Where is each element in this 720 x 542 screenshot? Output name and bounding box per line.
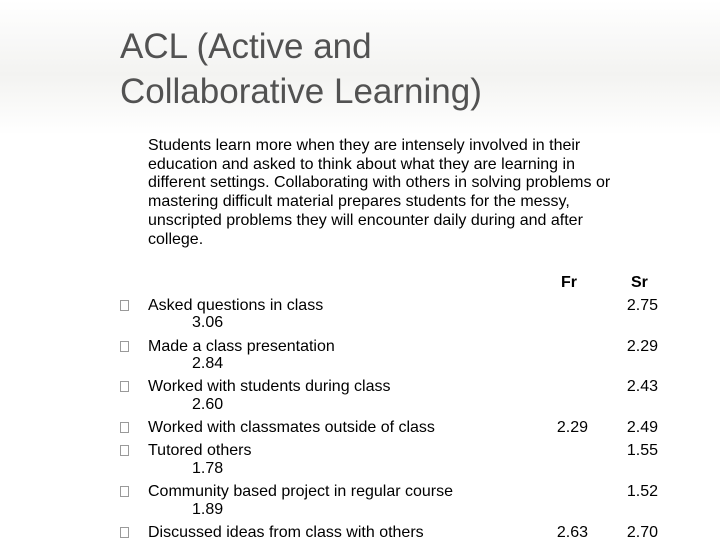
bullet-glyph — [120, 445, 129, 456]
item-extra-value: 3.06 — [192, 314, 224, 331]
bullet-glyph — [120, 381, 129, 392]
item-sr-value: 1.52 — [626, 483, 658, 500]
item-label: Worked with classmates outside of class — [148, 419, 435, 436]
intro-paragraph — [148, 137, 708, 249]
item-extra-value: 2.60 — [192, 396, 224, 413]
intro-line: different settings. Collaborating with others in solving problems or — [148, 174, 611, 192]
item-sr-value: 1.55 — [626, 442, 658, 459]
bullet-icon — [120, 422, 132, 435]
item-extra-value: 2.84 — [192, 355, 224, 372]
item-label: Worked with students during class — [148, 378, 391, 395]
bullet-glyph — [120, 527, 129, 538]
item-sr-value: 2.75 — [626, 297, 658, 314]
item-sr-value: 2.49 — [626, 419, 658, 436]
item-sr-value: 2.70 — [626, 524, 658, 541]
bullet-icon — [120, 445, 132, 458]
intro-line: education and asked to think about what they are learning in — [148, 155, 575, 173]
title-line-1: ACL (Active and — [120, 27, 372, 66]
item-label: Made a class presentation — [148, 338, 335, 355]
bullet-icon — [120, 300, 132, 313]
intro-line: mastering difficult material prepares students for the messy, — [148, 193, 570, 211]
bullet-glyph — [120, 341, 129, 352]
item-extra-value: 1.89 — [192, 501, 224, 518]
header-fr: Fr — [561, 274, 577, 291]
item-extra-value: 1.78 — [192, 460, 224, 477]
item-label: Asked questions in class — [148, 297, 324, 314]
header-sr: Sr — [631, 274, 648, 291]
bullet-glyph — [120, 422, 129, 433]
title-line-2: Collaborative Learning) — [120, 72, 482, 111]
slide-title — [120, 24, 700, 114]
bullet-icon — [120, 381, 132, 394]
item-fr-value: 2.29 — [556, 419, 588, 436]
bullet-glyph — [120, 486, 129, 497]
intro-line: college. — [148, 230, 204, 248]
item-sr-value: 2.29 — [626, 338, 658, 355]
bullet-icon — [120, 341, 132, 354]
intro-line: Students learn more when they are intensely involved in their — [148, 137, 581, 154]
item-fr-value: 2.63 — [556, 524, 588, 541]
item-sr-value: 2.43 — [626, 378, 658, 395]
item-label: Discussed ideas from class with others — [148, 524, 424, 541]
item-label: Tutored others — [148, 442, 252, 459]
bullet-glyph — [120, 300, 129, 311]
intro-line: unscripted problems they will encounter daily during and after — [148, 211, 583, 229]
bullet-icon — [120, 486, 132, 499]
bullet-icon — [120, 527, 132, 540]
item-label: Community based project in regular course — [148, 483, 454, 500]
